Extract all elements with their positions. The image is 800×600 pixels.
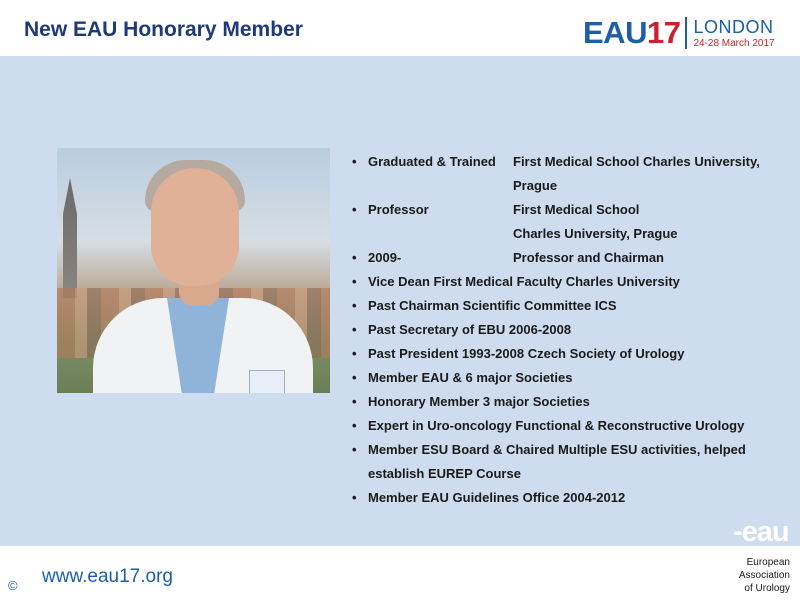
list-item-continuation bbox=[352, 462, 792, 486]
org-name-line: European bbox=[746, 557, 790, 568]
list-item bbox=[352, 342, 792, 366]
list-item bbox=[352, 150, 792, 174]
bio-bullet-list bbox=[352, 150, 792, 510]
bullet-icon: • bbox=[352, 442, 357, 457]
list-item bbox=[352, 414, 792, 438]
list-item-text: Honorary Member 3 major Societies bbox=[368, 394, 590, 409]
row-spacer bbox=[368, 222, 513, 246]
bullet-icon: • bbox=[352, 322, 357, 337]
slide-header bbox=[0, 0, 800, 56]
org-name-line: Association bbox=[738, 570, 790, 581]
list-item bbox=[352, 246, 792, 270]
row-value: First Medical School Charles University, bbox=[513, 154, 760, 169]
list-item-text: Past President 1993-2008 Czech Society of Urology bbox=[368, 346, 685, 361]
copyright-icon: © bbox=[8, 578, 18, 593]
bullet-icon: • bbox=[352, 370, 357, 385]
list-item-continuation bbox=[352, 222, 792, 246]
row-label: Professor bbox=[368, 202, 429, 217]
photo-name-badge bbox=[249, 370, 285, 393]
row-spacer bbox=[368, 174, 513, 198]
photo-church-spire bbox=[63, 178, 77, 298]
row-value: First Medical School bbox=[513, 202, 640, 217]
bullet-icon: • bbox=[352, 154, 357, 169]
website-url: www.eau17.org bbox=[42, 566, 173, 587]
list-item bbox=[352, 366, 792, 390]
bullet-icon: • bbox=[352, 490, 357, 505]
bullet-icon: • bbox=[352, 250, 357, 265]
bullet-icon: • bbox=[352, 394, 357, 409]
list-item-text: Member EAU Guidelines Office 2004-2012 bbox=[368, 490, 626, 505]
logo-divider bbox=[685, 17, 687, 49]
bullet-icon: • bbox=[352, 418, 357, 433]
list-item bbox=[352, 198, 792, 222]
portrait-photo bbox=[57, 148, 330, 393]
row-label: 2009- bbox=[368, 250, 402, 265]
list-item-continuation bbox=[352, 174, 792, 198]
logo-eau-text: EAU bbox=[583, 15, 647, 50]
list-item bbox=[352, 438, 792, 462]
bullet-icon: • bbox=[352, 346, 357, 361]
logo-dates: 24-28 March 2017 bbox=[693, 37, 775, 49]
list-item-text: Member ESU Board & Chaired Multiple ESU activities, helped bbox=[368, 442, 746, 457]
list-item bbox=[352, 294, 792, 318]
logo-city-block bbox=[693, 18, 774, 49]
list-item-text: Past Chairman Scientific Committee ICS bbox=[368, 298, 617, 313]
row-value: Charles University, Prague bbox=[513, 226, 678, 241]
logo-city: LONDON bbox=[693, 16, 774, 37]
slide-title: New EAU Honorary Member bbox=[24, 18, 303, 41]
logo-year-text: 17 bbox=[646, 15, 681, 50]
list-item bbox=[352, 270, 792, 294]
photo-face bbox=[151, 168, 239, 286]
list-item-text: Expert in Uro-oncology Functional & Reconstructive Urology bbox=[368, 418, 745, 433]
eau17-logo bbox=[583, 16, 775, 50]
list-item bbox=[352, 318, 792, 342]
list-item-text: Member EAU & 6 major Societies bbox=[368, 370, 573, 385]
org-name-line: of Urology bbox=[744, 583, 790, 594]
row-value: Prague bbox=[513, 178, 558, 193]
eau-logo-mark: -eau bbox=[733, 516, 789, 548]
list-item-text: Past Secretary of EBU 2006-2008 bbox=[368, 322, 572, 337]
row-label: Graduated & Trained bbox=[368, 154, 496, 169]
list-item bbox=[352, 390, 792, 414]
bullet-icon: • bbox=[352, 274, 357, 289]
bullet-icon: • bbox=[352, 298, 357, 313]
list-item-text: establish EUREP Course bbox=[368, 466, 521, 481]
list-item-text: Vice Dean First Medical Faculty Charles University bbox=[368, 274, 680, 289]
bullet-icon: • bbox=[352, 202, 357, 217]
row-value: Professor and Chairman bbox=[513, 250, 664, 265]
list-item bbox=[352, 486, 792, 510]
eau-logo-text bbox=[712, 556, 790, 595]
